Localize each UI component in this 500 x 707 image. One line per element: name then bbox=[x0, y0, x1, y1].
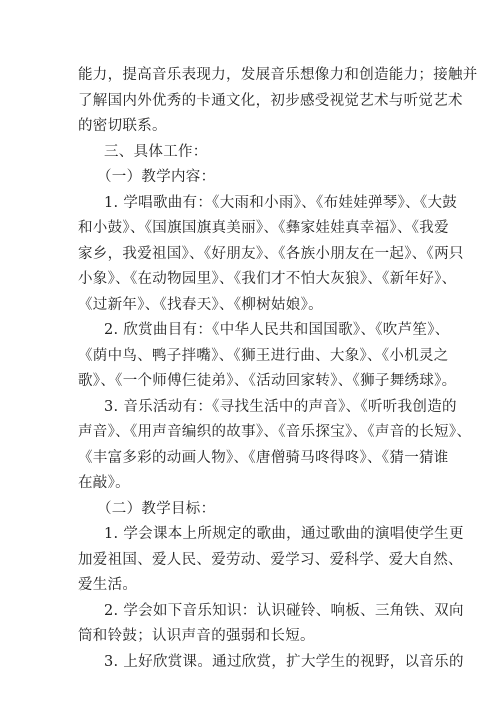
text-line: 了解国内外优秀的卡通文化，初步感受视觉艺术与听觉艺术 bbox=[78, 93, 463, 109]
text-line: 在敲》。 bbox=[78, 475, 130, 491]
text-line: 歌》、《一个师傅仨徒弟》、《活动回家转》、《狮子舞绣球》。 bbox=[78, 373, 457, 389]
text-line: 加爱祖国、爱人民、爱劳动、爱学习、爱科学、爱大自然、 bbox=[78, 552, 463, 568]
text-line: 筒和铃鼓；认识声音的强弱和长短。 bbox=[78, 628, 315, 644]
section-heading: 三、具体工作： bbox=[104, 144, 208, 160]
text-line: 1. 学唱歌曲有：《大雨和小雨》、《布娃娃弹琴》、《大鼓 bbox=[104, 195, 458, 211]
text-line: 3. 上好欣赏课。通过欣赏，扩大学生的视野，以音乐的 bbox=[104, 654, 464, 670]
text-line: 家乡，我爱祖国》、《好朋友》、《各族小朋友在一起》、《两只 bbox=[78, 246, 464, 262]
text-line: 《荫中鸟、鸭子拌嘴》、《狮王进行曲、大象》、《小机灵之 bbox=[78, 348, 449, 364]
text-line: 《丰富多彩的动画人物》、《唐僧骑马咚得咚》、《猜一猜谁 bbox=[78, 450, 449, 466]
subsection-heading: （一）教学内容： bbox=[97, 169, 216, 185]
text-line: 2. 欣赏曲目有：《中华人民共和国国歌》、《吹芦笙》、 bbox=[104, 322, 450, 338]
text-line: 和小鼓》、《国旗国旗真美丽》、《彝家娃娃真幸福》、《我爱 bbox=[78, 220, 449, 236]
text-line: 1. 学会课本上所规定的歌曲，通过歌曲的演唱使学生更 bbox=[104, 526, 464, 542]
text-line: 爱生活。 bbox=[78, 577, 138, 593]
text-line: 的密切联系。 bbox=[78, 118, 167, 134]
text-line: 2. 学会如下音乐知识：认识碰铃、响板、三角铁、双向 bbox=[104, 603, 464, 619]
text-line: 小象》、《在动物园里》、《我们才不怕大灰狼》、《新年好》、 bbox=[78, 271, 457, 287]
text-line: 能力，提高音乐表现力，发展音乐想像力和创造能力；接触并 bbox=[78, 67, 478, 83]
text-line: 3. 音乐活动有：《寻找生活中的声音》、《听听我创造的 bbox=[104, 399, 457, 415]
text-line: 《过新年》、《找春天》、《柳树姑娘》。 bbox=[78, 297, 323, 313]
subsection-heading: （二）教学目标： bbox=[97, 501, 216, 517]
text-line: 声音》、《用声音编织的故事》、《音乐探宝》、《声音的长短》、 bbox=[78, 424, 472, 440]
